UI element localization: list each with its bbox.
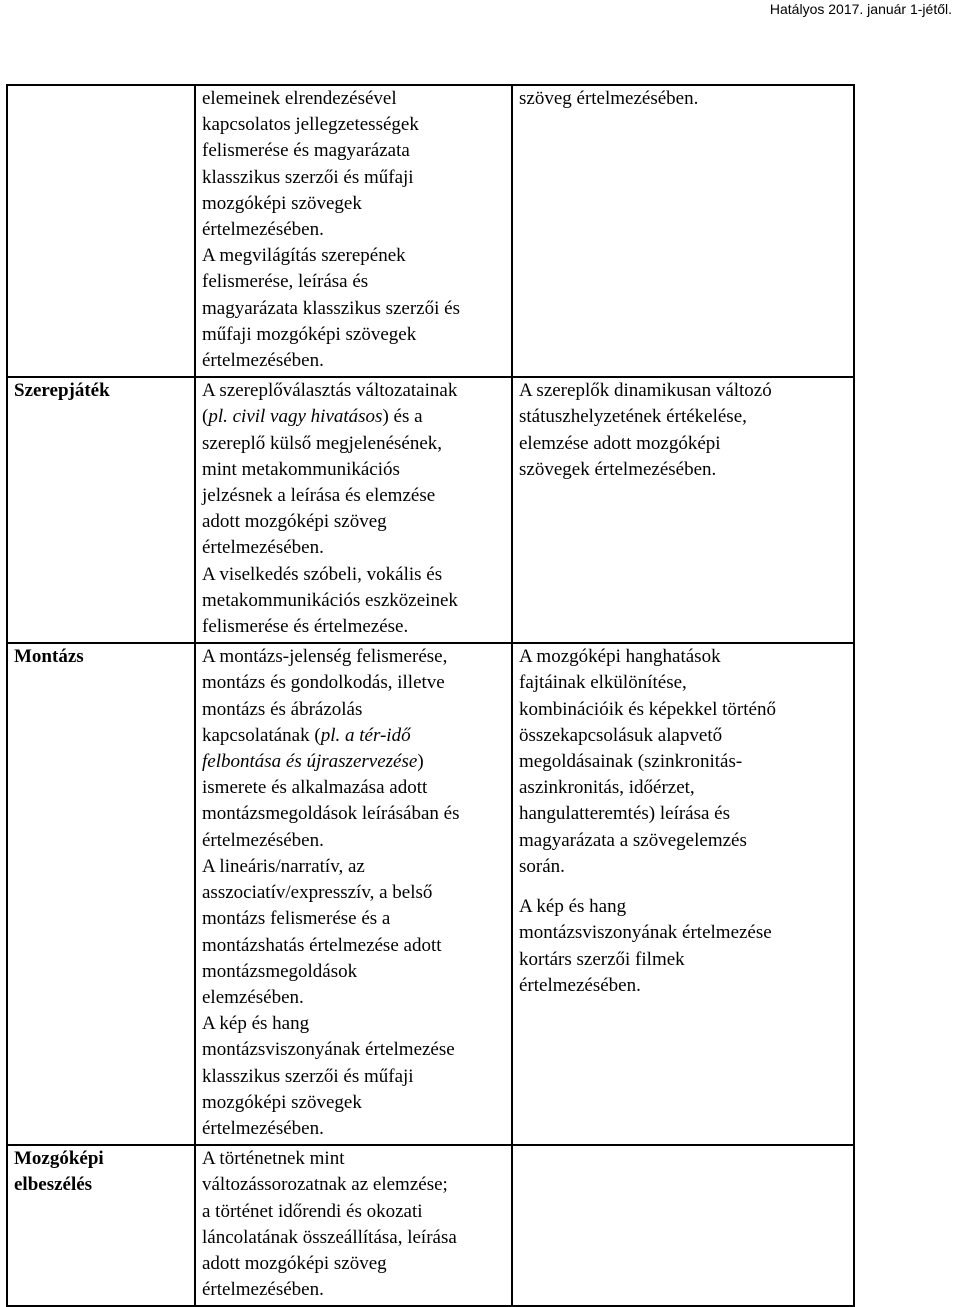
text-line: montázsviszonyának értelmezése xyxy=(202,1039,455,1061)
italic-segment: pl. civil vagy hivatásos xyxy=(208,406,383,428)
topic-cell xyxy=(7,1145,195,1306)
text-segment: ) xyxy=(417,751,424,773)
table-row xyxy=(7,1145,854,1306)
text-line: szövegek értelmezésében. xyxy=(519,458,717,480)
content-cell xyxy=(195,643,512,1145)
text-line: értelmezésében. xyxy=(202,829,324,851)
topic-title: Montázs xyxy=(14,646,84,668)
text-line: A szereplők dinamikusan változó xyxy=(519,380,772,402)
topic-cell xyxy=(7,377,195,643)
text-line: montázs és ábrázolás xyxy=(202,698,363,720)
text-line: A megvilágítás szerepének xyxy=(202,245,406,267)
text-segment: ( xyxy=(202,406,209,428)
text-line: montázs és gondolkodás, illetve xyxy=(202,672,445,694)
text-line: A kép és hang xyxy=(519,896,627,918)
text-line: kortárs szerzői filmek xyxy=(519,948,685,970)
text-line: magyarázata klasszikus szerzői és xyxy=(202,297,460,319)
text-line: mozgóképi szövegek xyxy=(202,192,362,214)
italic-segment: pl. a tér-idő xyxy=(320,724,411,746)
text-line: montázsmegoldások xyxy=(202,960,358,982)
text-line: megoldásainak (szinkronitás- xyxy=(519,751,743,773)
text-line: metakommunikációs eszközeinek xyxy=(202,589,458,611)
text-line: láncolatának összeállítása, leírása xyxy=(202,1226,457,1248)
text-line: A történetnek mint xyxy=(202,1148,345,1170)
advanced-content-cell xyxy=(512,377,854,643)
text-line: összekapcsolásuk alapvető xyxy=(519,724,723,746)
text-line: mint metakommunikációs xyxy=(202,458,400,480)
text-line: A montázs-jelenség felismerése, xyxy=(202,646,448,668)
text-line: elemzésében. xyxy=(202,986,304,1008)
text-line: felismerése, leírása és xyxy=(202,271,369,293)
text-line: A lineáris/narratív, az xyxy=(202,855,365,877)
text-line: adott mozgóképi szöveg xyxy=(202,1252,387,1274)
text-segment: ) és a xyxy=(382,406,423,428)
text-line: során. xyxy=(519,855,565,877)
text-line: adott mozgóképi szöveg xyxy=(202,511,387,533)
text-line: A szereplőválasztás változatainak xyxy=(202,380,458,402)
text-line: mozgóképi szövegek xyxy=(202,1091,362,1113)
text-line: státuszhelyzetének értékelése, xyxy=(519,406,747,428)
text-line: A mozgóképi hanghatások xyxy=(519,646,721,668)
text-line: jelzésnek a leírása és elemzése xyxy=(202,485,436,507)
content-cell xyxy=(195,377,512,643)
text-line: fajtáinak elkülönítése, xyxy=(519,672,687,694)
paragraph-gap xyxy=(519,880,849,894)
text-line: montázsmegoldások leírásában és xyxy=(202,803,460,825)
text-line: montázsviszonyának értelmezése xyxy=(519,922,772,944)
text-line: értelmezésében. xyxy=(202,537,324,559)
text-line: ismerete és alkalmazása adott xyxy=(202,777,428,799)
advanced-content-cell xyxy=(512,1145,854,1306)
advanced-content-cell xyxy=(512,643,854,1145)
table-row xyxy=(7,85,854,377)
text-line: kombinációik és képekkel történő xyxy=(519,698,776,720)
text-line: elemzése adott mozgóképi xyxy=(519,432,721,454)
topic-title: elbeszélés xyxy=(14,1174,93,1196)
text-segment: kapcsolatának ( xyxy=(202,724,321,746)
curriculum-table xyxy=(6,84,855,1307)
text-line: műfaji mozgóképi szövegek xyxy=(202,323,417,345)
content-cell xyxy=(195,1145,512,1306)
text-line: értelmezésében. xyxy=(519,974,641,996)
text-line: kapcsolatos jellegzetességek xyxy=(202,114,419,136)
table-row xyxy=(7,377,854,643)
topic-title: Szerepjáték xyxy=(14,380,110,402)
text-line: montázshatás értelmezése adott xyxy=(202,934,442,956)
text-line: felismerése és magyarázata xyxy=(202,140,410,162)
effective-date-header: Hatályos 2017. január 1-jétől. xyxy=(769,1,952,17)
text-line xyxy=(202,723,507,749)
topic-title: Mozgóképi xyxy=(14,1148,104,1170)
text-line: A kép és hang xyxy=(202,1013,310,1035)
text-line: értelmezésében. xyxy=(202,350,324,372)
text-line: montázs felismerése és a xyxy=(202,908,391,930)
text-line: magyarázata a szövegelemzés xyxy=(519,829,747,851)
text-line xyxy=(202,749,507,775)
table-row xyxy=(7,643,854,1145)
text-line: klasszikus szerzői és műfaji xyxy=(202,1065,414,1087)
text-line: értelmezésében. xyxy=(202,1279,324,1301)
text-line: aszinkronitás, időérzet, xyxy=(519,777,695,799)
topic-cell xyxy=(7,85,195,377)
text-line xyxy=(202,404,507,430)
text-line: klasszikus szerzői és műfaji xyxy=(202,166,414,188)
topic-cell xyxy=(7,643,195,1145)
text-line: asszociatív/expresszív, a belső xyxy=(202,882,433,904)
text-line: értelmezésében. xyxy=(202,1117,324,1139)
text-line: hangulatteremtés) leírása és xyxy=(519,803,731,825)
text-line: felismerése és értelmezése. xyxy=(202,616,409,638)
advanced-content-cell xyxy=(512,85,854,377)
text-line: A viselkedés szóbeli, vokális és xyxy=(202,563,443,585)
text-line: értelmezésében. xyxy=(202,219,324,241)
text-line: szöveg értelmezésében. xyxy=(519,88,699,109)
text-line: elemeinek elrendezésével xyxy=(202,88,397,109)
italic-segment: felbontása és újraszervezése xyxy=(202,751,418,773)
content-cell xyxy=(195,85,512,377)
text-line: szereplő külső megjelenésének, xyxy=(202,432,443,454)
text-line: a történet időrendi és okozati xyxy=(202,1200,423,1222)
text-line: változássorozatnak az elemzése; xyxy=(202,1174,448,1196)
